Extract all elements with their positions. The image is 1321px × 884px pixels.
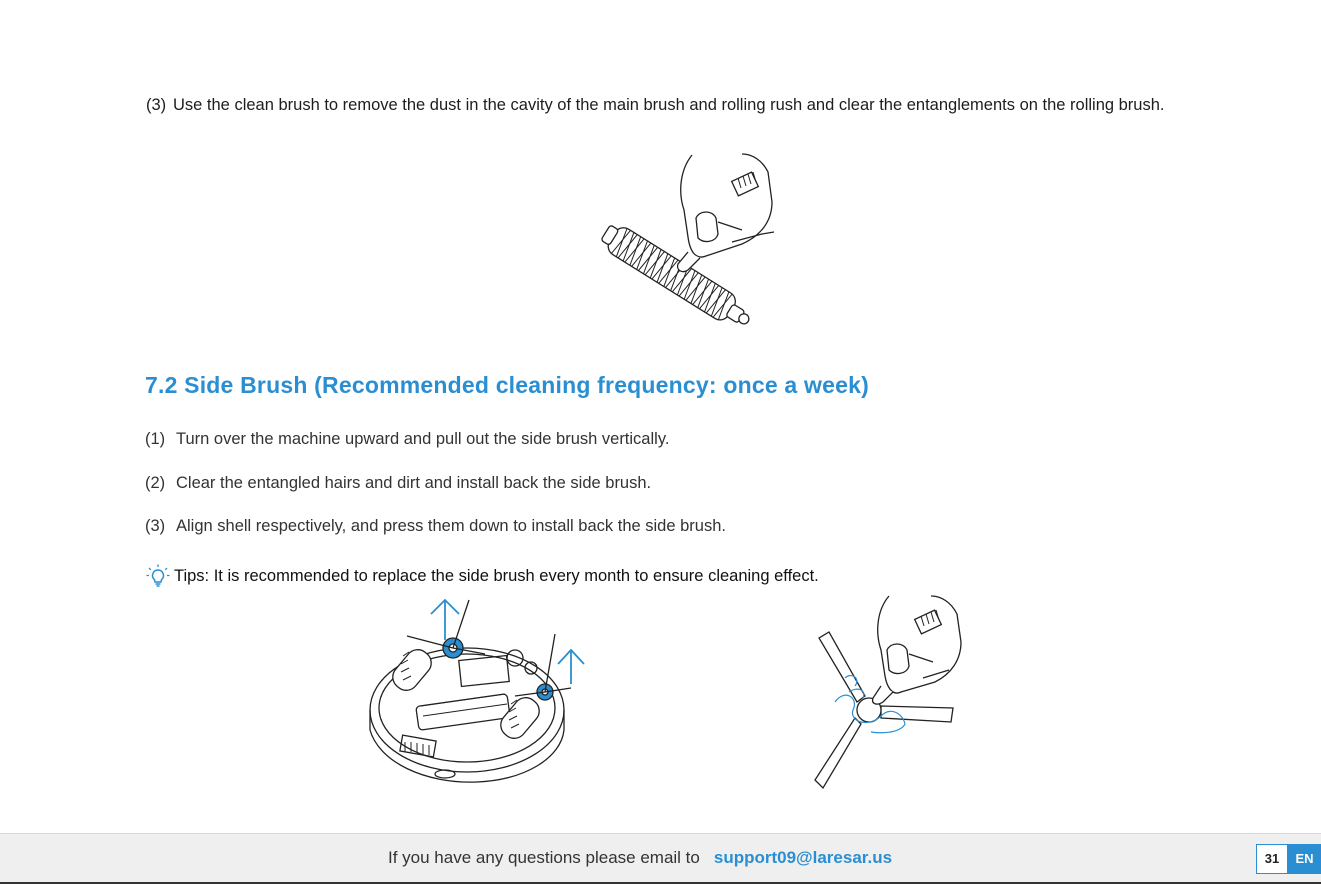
step-3-instruction (146, 94, 1236, 116)
side-brush-steps (145, 430, 726, 561)
list-item (145, 517, 726, 539)
support-email-link[interactable]: support09@laresar.us (713, 848, 893, 867)
step-text: Align shell respectively, and press them down to install back the side brush. (176, 517, 726, 535)
step-text: Turn over the machine upward and pull out the side brush vertically. (176, 430, 670, 448)
list-item (145, 430, 726, 452)
rolling-brush (598, 220, 756, 334)
robot-underside-illustration (365, 592, 595, 792)
side-brush (815, 632, 953, 788)
page-number: 31 (1256, 844, 1288, 874)
footer (0, 833, 1321, 884)
hand-holding-brush (873, 596, 961, 704)
step-text: Use the clean brush to remove the dust in the cavity of the main brush and rolling rush and clear the entanglements on the rolling brush. (173, 96, 1165, 114)
hand-holding-brush (678, 154, 774, 272)
rolling-brush-illustration (592, 152, 782, 347)
side-brush-cleaning-illustration (805, 592, 965, 792)
arrow-up-icon (431, 600, 459, 640)
lightbulb-icon (145, 563, 171, 589)
step-text: Clear the entangled hairs and dirt and install back the side brush. (176, 473, 652, 492)
tips-note (145, 563, 819, 589)
list-item (145, 474, 726, 496)
footer-message (388, 848, 892, 868)
tips-text: Tips: It is recommended to replace the side brush every month to ensure cleaning effect. (174, 566, 819, 585)
footer-text: If you have any questions please email to (388, 848, 700, 867)
language-badge: EN (1288, 844, 1321, 874)
section-title: 7.2 Side Brush (Recommended cleaning frequency: once a week) (145, 372, 869, 398)
step-number: (3) (145, 517, 166, 535)
step-number: (3) (146, 96, 167, 114)
arrow-up-icon (558, 650, 584, 684)
step-number: (1) (145, 430, 166, 448)
step-number: (2) (145, 473, 166, 492)
